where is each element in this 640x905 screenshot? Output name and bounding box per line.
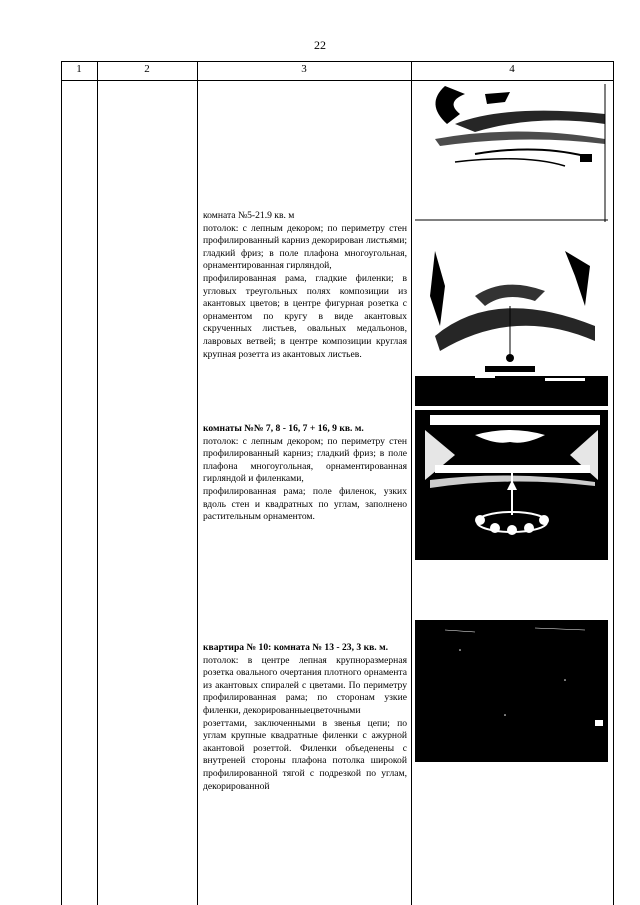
entry-heading: комната №5-21.9 кв. м [203, 210, 295, 221]
entry-room-5 [203, 210, 407, 361]
column-header-3: 3 [301, 63, 307, 75]
column-divider-2 [197, 61, 198, 905]
column-header-1: 1 [76, 63, 82, 75]
column-header-4: 4 [509, 63, 515, 75]
page-number: 22 [314, 38, 326, 52]
table-border-right [613, 61, 614, 905]
entry-body: потолок: в центре лепная крупноразмерная розетка овального очертания плотного орнамента из акантовых спиралей с цветами. По периметру профилированная рама; по сторонам узкие филенки, декорированныецветочными [203, 654, 407, 716]
ceiling-photo-4 [415, 620, 608, 762]
entry-rooms-7-8 [203, 423, 407, 524]
column-header-2: 2 [144, 63, 150, 75]
entry-body: профилированная рама; поле филенок, узких вдоль стен и квадратных по углам, заполнено растительным орнаментом. [203, 485, 407, 523]
ceiling-photo-1 [415, 84, 608, 222]
entry-apartment-10 [203, 642, 407, 793]
ceiling-photo-2 [415, 246, 608, 406]
table-header-divider [61, 80, 614, 81]
table-border-left [61, 61, 62, 905]
entry-body: потолок: с лепным декором; по периметру стен профилированный карниз; гладкий фриз; в поле плафона многоугольная, орнаментированная гирляндой и филенками, [203, 435, 407, 485]
ceiling-photo-3 [415, 410, 608, 560]
entry-body: потолок: с лепным декором; по периметру стен профилированный карниз декорирован листьями; гладкий фриз; в поле плафона многоугольная, орнаментированная гирляндой, [203, 222, 407, 272]
entry-body: розеттами, заключенными в звенья цепи; по углам крупные квадратные филенки с ажурной акантовой розеттой. Филенки объеденены с внутреней стороны плафона потолка широкой профилированной тягой с подрезкой по углам, декорированной [203, 717, 407, 792]
column-divider-1 [97, 61, 98, 905]
entry-body: профилированная рама, гладкие филенки; в угловых треугольных полях композиции из акантовых цветов; в центре фигурная розетка с орнаментом по кругу в виде акантовых скрученных листьев, овальных медальонов, лавровых ветвей; в центре композиции круглая крупная розетта из акантовых листьев. [203, 272, 407, 360]
table-border-top [61, 61, 614, 62]
entry-heading: комнаты №№ 7, 8 - 16, 7 + 16, 9 кв. м. [203, 423, 364, 434]
entry-heading: квартира № 10: комната № 13 - 23, 3 кв. м. [203, 642, 389, 653]
column-divider-3 [411, 61, 412, 905]
